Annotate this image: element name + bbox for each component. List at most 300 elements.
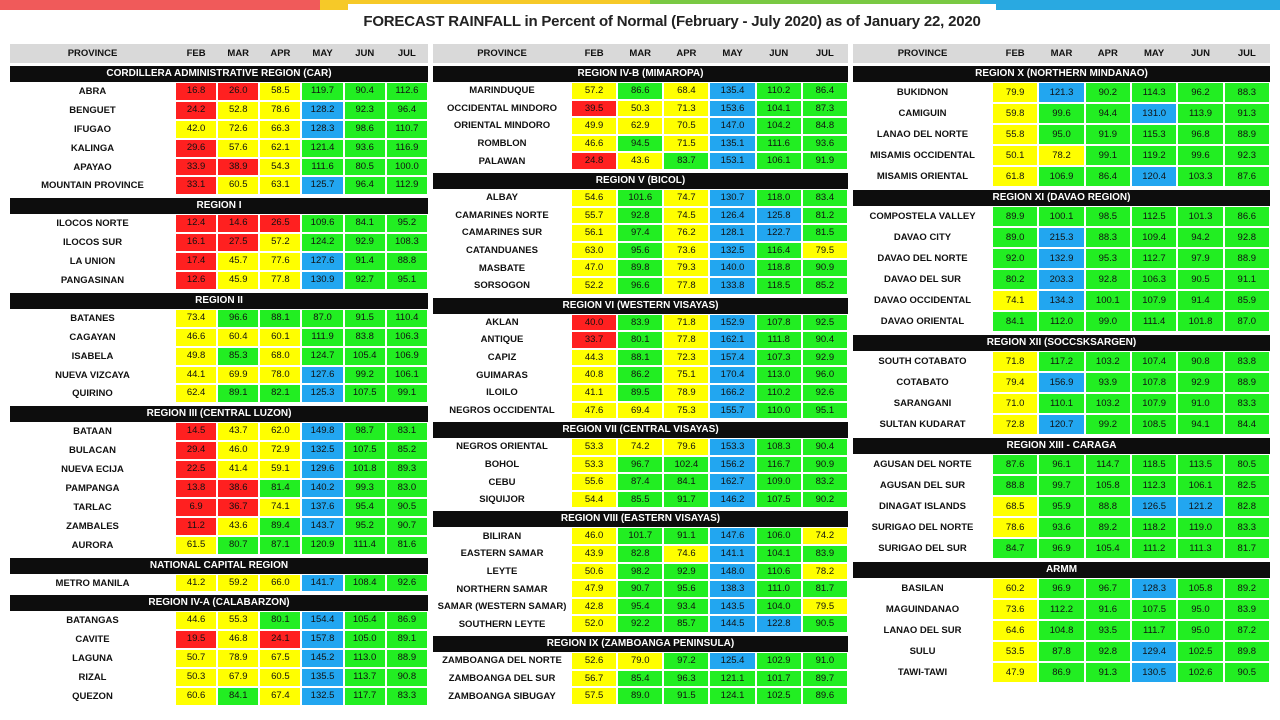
- rainfall-cell-apr: 60.5: [260, 669, 300, 686]
- province-name: LA UNION: [69, 256, 116, 268]
- province-name: LANAO DEL SUR: [883, 625, 962, 636]
- rainfall-cell-jul: 83.3: [387, 688, 427, 705]
- rainfall-cell-apr: 74.1: [260, 499, 300, 516]
- province-name: QUEZON: [72, 690, 113, 702]
- rainfall-cell-apr: 72.9: [260, 442, 300, 459]
- rainfall-cell-mar: 203.3: [1039, 270, 1083, 289]
- region-header: REGION I: [10, 198, 428, 214]
- rainfall-cell-may: 118.2: [1132, 518, 1176, 537]
- table-row: [10, 668, 428, 687]
- rainfall-cell-feb: 12.4: [176, 215, 216, 232]
- rainfall-cell-jul: 108.3: [387, 234, 427, 251]
- province-name: CAMARINES SUR: [461, 227, 543, 239]
- rainfall-cell-jun: 91.4: [345, 253, 385, 270]
- rainfall-cell-jul: 90.9: [803, 260, 847, 276]
- rainfall-cell-mar: 74.2: [618, 439, 662, 455]
- rainfall-cell-may: 132.5: [710, 243, 754, 259]
- rainfall-cell-apr: 92.8: [1086, 642, 1130, 661]
- table-row: [433, 687, 848, 705]
- rainfall-cell-apr: 91.6: [1086, 600, 1130, 619]
- rainfall-cell-apr: 77.8: [260, 272, 300, 289]
- rainfall-cell-jun: 104.0: [757, 599, 801, 615]
- rainfall-cell-jul: 110.7: [387, 121, 427, 138]
- rainfall-cell-may: 119.7: [302, 83, 342, 100]
- province-name: SIQUIJOR: [479, 494, 525, 506]
- rainfall-cell-mar: 99.7: [1039, 476, 1083, 495]
- table-row: [10, 479, 428, 498]
- rainfall-cell-jul: 86.4: [803, 83, 847, 99]
- table-row: [433, 563, 848, 581]
- table-row: [433, 580, 848, 598]
- table-row: [853, 475, 1270, 496]
- rainfall-cell-jul: 90.9: [803, 457, 847, 473]
- rainfall-cell-apr: 89.2: [1086, 518, 1130, 537]
- province-name: BUKIDNON: [896, 87, 949, 98]
- rainfall-cell-apr: 54.3: [260, 159, 300, 176]
- rainfall-cell-apr: 94.4: [1086, 104, 1130, 123]
- table-row: [853, 454, 1270, 475]
- rainfall-cell-may: 87.0: [302, 310, 342, 327]
- rainfall-cell-apr: 79.3: [664, 260, 708, 276]
- rainfall-cell-may: 126.4: [710, 208, 754, 224]
- rainfall-cell-mar: 121.3: [1039, 83, 1083, 102]
- header-month-feb: FEB: [1005, 48, 1025, 59]
- rainfall-cell-mar: 80.7: [218, 537, 258, 554]
- rainfall-cell-feb: 47.9: [993, 663, 1037, 682]
- rainfall-cell-feb: 44.6: [176, 612, 216, 629]
- table-row: [10, 233, 428, 252]
- rainfall-cell-apr: 76.2: [664, 225, 708, 241]
- province-name: CAMARINES NORTE: [455, 209, 549, 221]
- province-name: DAVAO ORIENTAL: [880, 316, 965, 327]
- rainfall-cell-jul: 83.4: [803, 190, 847, 206]
- table-row: [853, 82, 1270, 103]
- rainfall-cell-may: 115.3: [1132, 125, 1176, 144]
- rainfall-cell-jun: 101.7: [757, 671, 801, 687]
- rainfall-cell-jul: 89.8: [1225, 642, 1269, 661]
- rainfall-cell-feb: 50.7: [176, 650, 216, 667]
- rainfall-cell-jul: 106.1: [387, 367, 427, 384]
- rainfall-cell-feb: 88.8: [993, 476, 1037, 495]
- table-row: [853, 103, 1270, 124]
- rainfall-cell-jun: 101.3: [1178, 207, 1222, 226]
- rainfall-cell-feb: 33.1: [176, 177, 216, 194]
- rainfall-cell-jun: 92.7: [345, 272, 385, 289]
- rainfall-cell-feb: 87.6: [993, 455, 1037, 474]
- rainfall-cell-may: 162.1: [710, 332, 754, 348]
- rainfall-cell-may: 125.3: [302, 385, 342, 402]
- province-name: BATANGAS: [66, 615, 119, 627]
- rainfall-cell-jun: 91.4: [1178, 291, 1222, 310]
- rainfall-cell-mar: 85.4: [618, 671, 662, 687]
- rainfall-cell-mar: 120.7: [1039, 415, 1083, 434]
- rainfall-cell-jul: 112.9: [387, 177, 427, 194]
- rainfall-cell-may: 108.5: [1132, 415, 1176, 434]
- province-name: LEYTE: [486, 565, 518, 577]
- province-name: BATANES: [70, 312, 115, 324]
- rainfall-cell-jun: 90.8: [1178, 352, 1222, 371]
- table-row: [433, 277, 848, 295]
- rainfall-cell-jul: 85.2: [387, 442, 427, 459]
- province-name: BENGUET: [69, 104, 116, 116]
- rainfall-cell-jun: 92.3: [345, 102, 385, 119]
- rainfall-cell-jun: 83.8: [345, 329, 385, 346]
- rainfall-cell-jul: 87.3: [803, 101, 847, 117]
- table-row: [853, 538, 1270, 559]
- rainfall-cell-jun: 105.4: [345, 612, 385, 629]
- rainfall-cell-may: 140.2: [302, 480, 342, 497]
- rainfall-cell-jun: 84.1: [345, 215, 385, 232]
- rainfall-cell-apr: 91.1: [664, 528, 708, 544]
- rainfall-cell-apr: 95.3: [1086, 249, 1130, 268]
- region-header: REGION X (NORTHERN MINDANAO): [853, 66, 1270, 82]
- rainfall-cell-mar: 101.7: [618, 528, 662, 544]
- rainfall-cell-jul: 106.3: [387, 329, 427, 346]
- rainfall-cell-feb: 60.6: [176, 688, 216, 705]
- province-name: ILOCOS NORTE: [56, 218, 129, 230]
- rainfall-cell-jun: 106.0: [757, 528, 801, 544]
- table-row: [433, 100, 848, 118]
- rainfall-cell-feb: 50.1: [993, 146, 1037, 165]
- rainfall-cell-may: 143.5: [710, 599, 754, 615]
- rainfall-cell-jul: 95.2: [387, 215, 427, 232]
- rainfall-cell-jun: 116.4: [757, 243, 801, 259]
- table-row: [10, 328, 428, 347]
- rainfall-cell-may: 124.1: [710, 688, 754, 704]
- rainfall-cell-apr: 105.4: [1086, 539, 1130, 558]
- province-name: NUEVA ECIJA: [61, 464, 124, 476]
- rainfall-cell-may: 170.4: [710, 367, 754, 383]
- table-row: [433, 224, 848, 242]
- rainfall-cell-may: 107.9: [1132, 291, 1176, 310]
- rainfall-cell-may: 137.6: [302, 499, 342, 516]
- rainfall-cell-may: 107.8: [1132, 373, 1176, 392]
- rainfall-cell-feb: 80.2: [993, 270, 1037, 289]
- rainfall-cell-jul: 110.4: [387, 310, 427, 327]
- header-month-apr: APR: [1097, 48, 1118, 59]
- province-name: DAVAO DEL NORTE: [877, 253, 968, 264]
- rainfall-cell-jun: 113.0: [345, 650, 385, 667]
- rainfall-cell-jul: 90.8: [387, 669, 427, 686]
- rainfall-cell-may: 132.5: [302, 688, 342, 705]
- rainfall-cell-apr: 71.5: [664, 136, 708, 152]
- table-row: [853, 269, 1270, 290]
- province-name: EASTERN SAMAR: [460, 548, 544, 560]
- province-name: MISAMIS OCCIDENTAL: [870, 150, 975, 161]
- rainfall-cell-jun: 118.8: [757, 260, 801, 276]
- province-name: DAVAO DEL SUR: [883, 274, 962, 285]
- rainfall-cell-jun: 93.6: [345, 140, 385, 157]
- rainfall-cell-apr: 77.8: [664, 332, 708, 348]
- rainfall-cell-apr: 97.2: [664, 653, 708, 669]
- table-row: [853, 290, 1270, 311]
- rainfall-cell-jul: 79.5: [803, 599, 847, 615]
- rainfall-cell-may: 141.7: [302, 575, 342, 592]
- table-row: [853, 620, 1270, 641]
- rainfall-cell-apr: 58.5: [260, 83, 300, 100]
- table-row: [433, 314, 848, 332]
- rainfall-cell-jun: 111.3: [1178, 539, 1222, 558]
- table-row: [10, 82, 428, 101]
- rainfall-cell-apr: 93.4: [664, 599, 708, 615]
- rainfall-cell-jul: 96.4: [387, 102, 427, 119]
- rainfall-cell-feb: 55.7: [572, 208, 616, 224]
- rainfall-cell-jul: 87.2: [1225, 621, 1269, 640]
- rainfall-cell-apr: 103.2: [1086, 352, 1130, 371]
- table-column-2: [433, 44, 848, 705]
- rainfall-cell-apr: 63.1: [260, 177, 300, 194]
- rainfall-cell-jul: 89.1: [387, 631, 427, 648]
- rainfall-cell-jul: 112.6: [387, 83, 427, 100]
- header-month-feb: FEB: [186, 48, 206, 59]
- rainfall-cell-jul: 88.9: [1225, 125, 1269, 144]
- rainfall-cell-jul: 88.8: [387, 253, 427, 270]
- province-name: CAPIZ: [487, 352, 517, 364]
- rainfall-cell-feb: 46.0: [572, 528, 616, 544]
- rainfall-cell-feb: 50.3: [176, 669, 216, 686]
- rainfall-cell-jun: 99.3: [345, 480, 385, 497]
- table-row: [433, 117, 848, 135]
- rainfall-cell-jul: 106.9: [387, 348, 427, 365]
- table-header: [10, 44, 428, 63]
- rainfall-cell-jun: 96.4: [345, 177, 385, 194]
- rainfall-cell-jul: 92.8: [1225, 228, 1269, 247]
- rainfall-cell-feb: 92.0: [993, 249, 1037, 268]
- rainfall-cell-jun: 110.0: [757, 403, 801, 419]
- rainfall-cell-jul: 90.4: [803, 439, 847, 455]
- rainfall-cell-mar: 92.8: [618, 208, 662, 224]
- rainfall-cell-jul: 87.6: [1225, 167, 1269, 186]
- province-name: SULU: [909, 646, 936, 657]
- rainfall-cell-feb: 79.4: [993, 373, 1037, 392]
- province-name: MISAMIS ORIENTAL: [876, 171, 969, 182]
- rainfall-cell-feb: 53.5: [993, 642, 1037, 661]
- rainfall-cell-may: 106.3: [1132, 270, 1176, 289]
- rainfall-cell-apr: 24.1: [260, 631, 300, 648]
- rainfall-cell-jun: 107.5: [345, 385, 385, 402]
- rainfall-cell-may: 148.0: [710, 564, 754, 580]
- rainfall-cell-feb: 68.5: [993, 497, 1037, 516]
- table-row: [10, 158, 428, 177]
- rainfall-cell-jun: 94.1: [1178, 415, 1222, 434]
- rainfall-cell-apr: 90.2: [1086, 83, 1130, 102]
- table-row: [10, 536, 428, 555]
- table-row: [853, 393, 1270, 414]
- rainfall-cell-apr: 80.1: [260, 612, 300, 629]
- rainfall-cell-jun: 98.7: [345, 423, 385, 440]
- rainfall-cell-feb: 33.7: [572, 332, 616, 348]
- rainfall-cell-mar: 60.4: [218, 329, 258, 346]
- rainfall-cell-may: 124.7: [302, 348, 342, 365]
- rainfall-cell-feb: 71.0: [993, 394, 1037, 413]
- province-name: CAMIGUIN: [898, 108, 947, 119]
- table-row: [10, 441, 428, 460]
- province-name: KALINGA: [70, 142, 115, 154]
- rainfall-cell-jul: 92.6: [387, 575, 427, 592]
- province-name: COMPOSTELA VALLEY: [869, 211, 976, 222]
- rainfall-cell-jul: 88.9: [387, 650, 427, 667]
- rainfall-cell-feb: 54.6: [572, 190, 616, 206]
- rainfall-cell-mar: 72.6: [218, 121, 258, 138]
- rainfall-cell-may: 154.4: [302, 612, 342, 629]
- rainfall-cell-feb: 41.2: [176, 575, 216, 592]
- rainfall-cell-jul: 78.2: [803, 564, 847, 580]
- rainfall-cell-mar: 89.5: [618, 385, 662, 401]
- rainfall-cell-feb: 44.1: [176, 367, 216, 384]
- header-province: PROVINCE: [477, 48, 527, 59]
- rainfall-cell-jun: 90.4: [345, 83, 385, 100]
- province-name: ABRA: [78, 85, 107, 97]
- rainfall-cell-may: 135.1: [710, 136, 754, 152]
- rainfall-cell-feb: 49.8: [176, 348, 216, 365]
- rainfall-cell-mar: 85.5: [618, 492, 662, 508]
- rainfall-cell-feb: 55.6: [572, 474, 616, 490]
- region-header: REGION IV-B (MIMAROPA): [433, 66, 848, 82]
- table-row: [10, 649, 428, 668]
- table-row: [853, 578, 1270, 599]
- rainfall-cell-apr: 81.4: [260, 480, 300, 497]
- rainfall-cell-feb: 33.9: [176, 159, 216, 176]
- rainfall-cell-jun: 107.5: [757, 492, 801, 508]
- province-name: CAGAYAN: [69, 331, 116, 343]
- header-month-mar: MAR: [629, 48, 652, 59]
- rainfall-cell-mar: 38.6: [218, 480, 258, 497]
- province-name: ILOILO: [486, 387, 518, 399]
- rainfall-cell-mar: 96.6: [618, 278, 662, 294]
- province-name: AURORA: [71, 539, 114, 551]
- rainfall-cell-feb: 44.3: [572, 350, 616, 366]
- rainfall-cell-mar: 50.3: [618, 101, 662, 117]
- rainfall-cell-mar: 132.9: [1039, 249, 1083, 268]
- rainfall-cell-feb: 52.0: [572, 616, 616, 632]
- rainfall-cell-mar: 86.2: [618, 367, 662, 383]
- table-row: [433, 82, 848, 100]
- rainfall-cell-feb: 12.6: [176, 272, 216, 289]
- rainfall-cell-may: 155.7: [710, 403, 754, 419]
- rainfall-cell-jun: 122.8: [757, 616, 801, 632]
- region-header: REGION XI (DAVAO REGION): [853, 190, 1270, 206]
- rainfall-cell-jun: 105.0: [345, 631, 385, 648]
- rainfall-cell-jun: 101.8: [345, 461, 385, 478]
- rainfall-cell-mar: 78.2: [1039, 146, 1083, 165]
- province-name: TARLAC: [73, 501, 112, 513]
- province-name: ISABELA: [71, 350, 114, 362]
- rainfall-cell-jun: 102.9: [757, 653, 801, 669]
- table-row: [433, 384, 848, 402]
- rainfall-cell-may: 145.2: [302, 650, 342, 667]
- region-header: REGION VII (CENTRAL VISAYAS): [433, 422, 848, 438]
- rainfall-cell-jul: 84.4: [1225, 415, 1269, 434]
- rainfall-cell-may: 107.9: [1132, 394, 1176, 413]
- rainfall-cell-apr: 77.8: [664, 278, 708, 294]
- rainfall-cell-may: 147.0: [710, 118, 754, 134]
- table-row: [853, 166, 1270, 187]
- rainfall-cell-feb: 46.6: [176, 329, 216, 346]
- rainfall-cell-may: 147.6: [710, 528, 754, 544]
- region-header: CORDILLERA ADMINISTRATIVE REGION (CAR): [10, 66, 428, 82]
- top-accent-red: [0, 0, 320, 10]
- rainfall-cell-feb: 47.0: [572, 260, 616, 276]
- rainfall-cell-feb: 63.0: [572, 243, 616, 259]
- region-header: REGION II: [10, 293, 428, 309]
- rainfall-cell-mar: 79.0: [618, 653, 662, 669]
- rainfall-cell-apr: 83.7: [664, 153, 708, 169]
- rainfall-cell-jul: 81.5: [803, 225, 847, 241]
- rainfall-cell-jul: 88.3: [1225, 83, 1269, 102]
- rainfall-cell-may: 125.7: [302, 177, 342, 194]
- rainfall-cell-jun: 107.5: [345, 442, 385, 459]
- rainfall-cell-jun: 80.5: [345, 159, 385, 176]
- rainfall-cell-jul: 81.6: [387, 537, 427, 554]
- rainfall-cell-apr: 62.1: [260, 140, 300, 157]
- rainfall-cell-jun: 105.8: [1178, 579, 1222, 598]
- rainfall-cell-mar: 134.3: [1039, 291, 1083, 310]
- rainfall-cell-jul: 83.0: [387, 480, 427, 497]
- table-row: [853, 227, 1270, 248]
- rainfall-cell-jul: 91.9: [803, 153, 847, 169]
- rainfall-cell-jun: 113.0: [757, 367, 801, 383]
- rainfall-cell-mar: 112.2: [1039, 600, 1083, 619]
- rainfall-cell-jun: 96.8: [1178, 125, 1222, 144]
- province-name: CATANDUANES: [466, 245, 538, 257]
- rainfall-cell-feb: 64.6: [993, 621, 1037, 640]
- rainfall-cell-jul: 99.1: [387, 385, 427, 402]
- rainfall-cell-apr: 85.7: [664, 616, 708, 632]
- rainfall-cell-may: 127.6: [302, 367, 342, 384]
- table-row: [10, 517, 428, 536]
- table-row: [433, 349, 848, 367]
- header-month-jun: JUN: [1190, 48, 1210, 59]
- rainfall-cell-may: 135.4: [710, 83, 754, 99]
- province-name: ORIENTAL MINDORO: [453, 120, 551, 132]
- rainfall-cell-mar: 84.1: [218, 688, 258, 705]
- rainfall-cell-feb: 29.4: [176, 442, 216, 459]
- table-row: [853, 145, 1270, 166]
- rainfall-cell-may: 128.1: [710, 225, 754, 241]
- rainfall-cell-jun: 92.9: [1178, 373, 1222, 392]
- rainfall-cell-mar: 89.0: [618, 688, 662, 704]
- rainfall-cell-may: 112.3: [1132, 476, 1176, 495]
- table-row: [10, 630, 428, 649]
- table-row: [433, 242, 848, 260]
- rainfall-cell-apr: 66.3: [260, 121, 300, 138]
- rainfall-cell-jul: 92.3: [1225, 146, 1269, 165]
- province-name: MOUNTAIN PROVINCE: [41, 180, 144, 192]
- rainfall-cell-mar: 96.1: [1039, 455, 1083, 474]
- table-row: [10, 422, 428, 441]
- rainfall-cell-apr: 68.0: [260, 348, 300, 365]
- rainfall-cell-jun: 95.2: [345, 518, 385, 535]
- rainfall-cell-jul: 116.9: [387, 140, 427, 157]
- rainfall-cell-apr: 92.9: [664, 564, 708, 580]
- province-name: MAGUINDANAO: [885, 604, 960, 615]
- rainfall-cell-may: 153.6: [710, 101, 754, 117]
- table-row: [433, 402, 848, 420]
- rainfall-cell-apr: 100.1: [1086, 291, 1130, 310]
- page-title: FORECAST RAINFALL in Percent of Normal (February - July 2020) as of January 22, 2020: [348, 4, 996, 40]
- rainfall-cell-mar: 89.1: [218, 385, 258, 402]
- rainfall-cell-may: 133.8: [710, 278, 754, 294]
- province-name: SURIGAO DEL NORTE: [871, 522, 974, 533]
- rainfall-cell-jul: 90.2: [803, 492, 847, 508]
- header-month-apr: APR: [676, 48, 697, 59]
- rainfall-cell-jul: 86.6: [1225, 207, 1269, 226]
- province-name: IFUGAO: [74, 123, 111, 135]
- province-name: APAYAO: [73, 161, 112, 173]
- rainfall-cell-mar: 14.6: [218, 215, 258, 232]
- rainfall-cell-mar: 67.9: [218, 669, 258, 686]
- rainfall-cell-feb: 13.8: [176, 480, 216, 497]
